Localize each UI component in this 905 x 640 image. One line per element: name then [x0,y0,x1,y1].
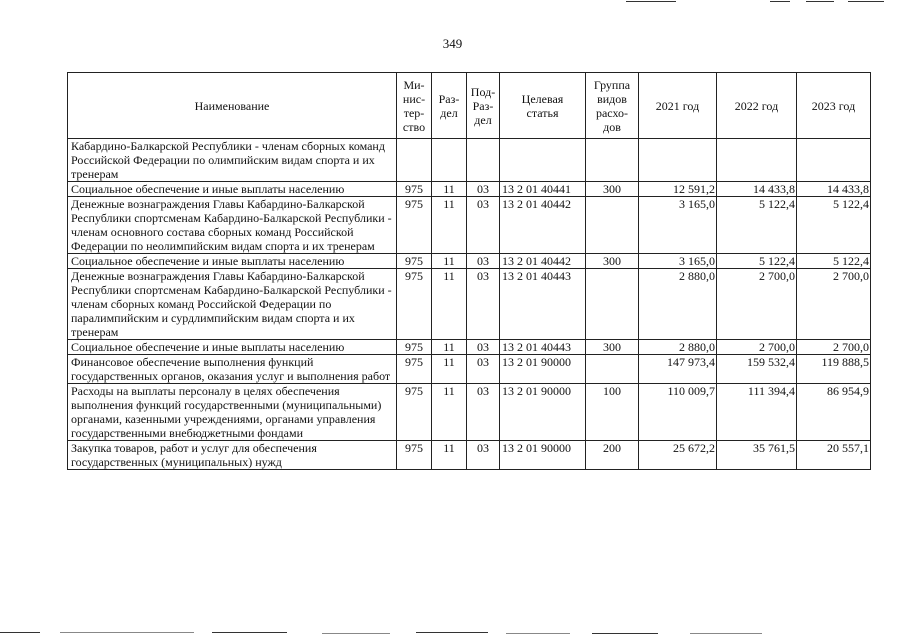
cell-2022: 2 700,0 [717,269,797,340]
page-number: 349 [442,36,463,51]
scan-mark [848,1,884,2]
cell-2023: 119 888,5 [797,355,871,384]
cell-name: Расходы на выплаты персоналу в целях обеспечения выполнения функций государственными (муниципальными) органами, казенными учреждениями, органами управления государственными внебюджетными фондами [68,384,397,441]
cell-subsection: 03 [467,355,500,384]
cell-ministry: 975 [397,197,432,254]
cell-2023: 5 122,4 [797,254,871,269]
scan-mark [506,633,570,634]
header-ministry: Ми- нис- тер- ство [397,73,432,139]
cell-name: Денежные вознаграждения Главы Кабардино-Балкарской Республики спортсменам Кабардино-Балкарской Республики - членам сборных команд Российской Федерации по паралимпийским и сурдлимпийским видам спорта и их тренерам [68,269,397,340]
scan-mark [416,632,488,633]
cell-group: 100 [586,384,639,441]
cell-ministry: 975 [397,182,432,197]
cell-group [586,139,639,182]
table-row [68,182,871,197]
cell-2023 [797,139,871,182]
cell-2022: 111 394,4 [717,384,797,441]
cell-2021: 2 880,0 [639,269,717,340]
cell-section: 11 [432,384,467,441]
scan-mark [770,1,790,2]
cell-ministry: 975 [397,254,432,269]
cell-2023: 5 122,4 [797,197,871,254]
scan-mark [0,632,40,633]
cell-target [500,139,586,182]
cell-group: 300 [586,340,639,355]
cell-name: Денежные вознаграждения Главы Кабардино-Балкарской Республики спортсменам Кабардино-Балкарской Республики - членам основного состава сборных команд Российской Федерации по неолимпийским видам спорта и их тренерам [68,197,397,254]
cell-target: 13 2 01 40442 [500,254,586,269]
cell-2021: 3 165,0 [639,254,717,269]
cell-group: 200 [586,441,639,470]
cell-2023: 20 557,1 [797,441,871,470]
table-row [68,139,871,182]
cell-section: 11 [432,269,467,340]
cell-ministry [397,139,432,182]
cell-subsection: 03 [467,269,500,340]
cell-subsection: 03 [467,384,500,441]
scan-mark [592,633,658,634]
header-row [68,73,871,139]
cell-section [432,139,467,182]
cell-2023: 14 433,8 [797,182,871,197]
cell-2021 [639,139,717,182]
cell-target: 13 2 01 40443 [500,269,586,340]
cell-group [586,355,639,384]
cell-subsection: 03 [467,254,500,269]
cell-ministry: 975 [397,340,432,355]
cell-subsection [467,139,500,182]
cell-subsection: 03 [467,441,500,470]
table-body [68,139,871,470]
cell-2023: 2 700,0 [797,340,871,355]
cell-target: 13 2 01 40442 [500,197,586,254]
budget-table [67,72,871,470]
cell-2022: 159 532,4 [717,355,797,384]
cell-target: 13 2 01 40441 [500,182,586,197]
table-row [68,254,871,269]
cell-name: Финансовое обеспечение выполнения функций государственных органов, оказания услуг и выполнения работ [68,355,397,384]
table-row [68,355,871,384]
scan-mark [806,1,834,2]
cell-group [586,197,639,254]
cell-2021: 25 672,2 [639,441,717,470]
cell-name: Закупка товаров, работ и услуг для обеспечения государственных (муниципальных) нужд [68,441,397,470]
cell-2022: 5 122,4 [717,197,797,254]
scan-mark [322,633,390,634]
scan-mark [626,1,676,2]
cell-2021: 147 973,4 [639,355,717,384]
header-2023: 2023 год [797,73,871,139]
cell-ministry: 975 [397,384,432,441]
scan-mark [690,633,762,634]
cell-2021: 110 009,7 [639,384,717,441]
cell-group: 300 [586,182,639,197]
cell-name: Социальное обеспечение и иные выплаты населению [68,254,397,269]
table-row [68,441,871,470]
cell-group [586,269,639,340]
header-subsection: Под- Раз- дел [467,73,500,139]
table-row [68,384,871,441]
cell-ministry: 975 [397,355,432,384]
cell-2022: 14 433,8 [717,182,797,197]
cell-subsection: 03 [467,182,500,197]
cell-subsection: 03 [467,340,500,355]
cell-2022: 5 122,4 [717,254,797,269]
cell-section: 11 [432,355,467,384]
scan-mark [212,632,287,633]
cell-ministry: 975 [397,441,432,470]
table-row [68,269,871,340]
scan-mark [60,632,194,633]
cell-2021: 12 591,2 [639,182,717,197]
cell-target: 13 2 01 40443 [500,340,586,355]
cell-ministry: 975 [397,269,432,340]
header-group: Группа видов расхо- дов [586,73,639,139]
header-2022: 2022 год [717,73,797,139]
cell-2022: 2 700,0 [717,340,797,355]
cell-group: 300 [586,254,639,269]
table-row [68,197,871,254]
cell-2021: 2 880,0 [639,340,717,355]
table-row [68,340,871,355]
cell-section: 11 [432,340,467,355]
cell-section: 11 [432,197,467,254]
header-2021: 2021 год [639,73,717,139]
header-target: Целевая статья [500,73,586,139]
cell-section: 11 [432,441,467,470]
header-section: Раз- дел [432,73,467,139]
cell-2021: 3 165,0 [639,197,717,254]
cell-2023: 86 954,9 [797,384,871,441]
cell-target: 13 2 01 90000 [500,355,586,384]
cell-2022 [717,139,797,182]
cell-2023: 2 700,0 [797,269,871,340]
cell-target: 13 2 01 90000 [500,441,586,470]
cell-subsection: 03 [467,197,500,254]
cell-section: 11 [432,182,467,197]
cell-name: Кабардино-Балкарской Республики - членам сборных команд Российской Федерации по олимпийским видам спорта и их тренерам [68,139,397,182]
cell-2022: 35 761,5 [717,441,797,470]
cell-name: Социальное обеспечение и иные выплаты населению [68,340,397,355]
cell-name: Социальное обеспечение и иные выплаты населению [68,182,397,197]
cell-target: 13 2 01 90000 [500,384,586,441]
cell-section: 11 [432,254,467,269]
header-name: Наименование [68,73,397,139]
